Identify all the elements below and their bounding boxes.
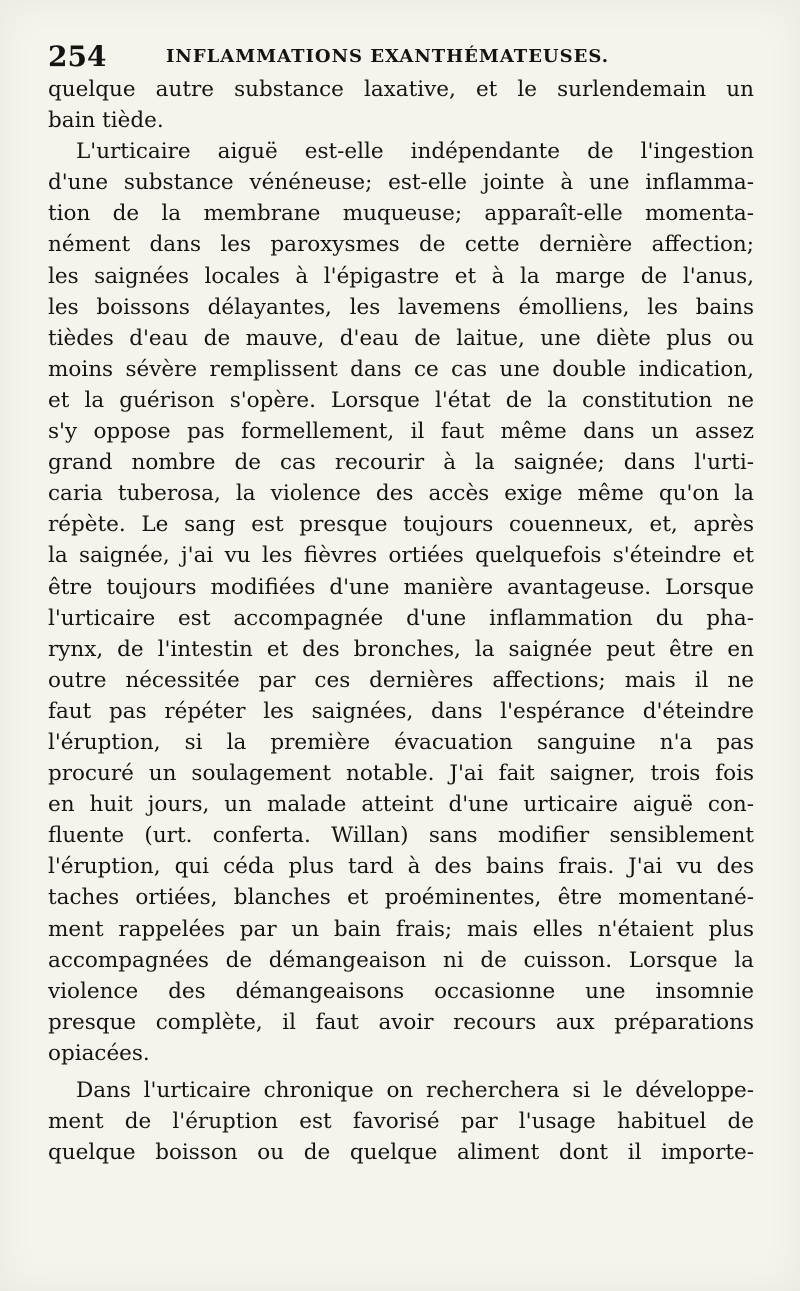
text-line: opiacées. <box>48 1040 150 1066</box>
text-line: nément dans les paroxysmes de cette dernière affection; <box>48 232 754 258</box>
text-line: violence des démangeaisons occasionne une insomnie <box>48 978 754 1004</box>
text-line: rynx, de l'intestin et des bronches, la saignée peut être en <box>48 636 754 662</box>
text-line: caria tuberosa, la violence des accès exige même qu'on la <box>48 481 754 507</box>
text-line: l'éruption, qui céda plus tard à des bains frais. J'ai vu des <box>48 854 754 880</box>
text-line: presque complète, il faut avoir recours aux préparations <box>48 1009 754 1035</box>
text-line: d'une substance vénéneuse; est-elle jointe à une inflamma- <box>48 170 754 196</box>
text-line: taches ortiées, blanches et proéminentes, être momentané- <box>48 885 754 911</box>
text-line: être toujours modifiées d'une manière avantageuse. Lorsque <box>48 574 754 600</box>
text-line: faut pas répéter les saignées, dans l'espérance d'éteindre <box>48 698 754 724</box>
text-line: grand nombre de cas recourir à la saignée; dans l'urti- <box>48 450 754 476</box>
text-line: L'urticaire aiguë est-elle indépendante de l'ingestion <box>76 139 754 165</box>
text-line: tion de la membrane muqueuse; apparaît-elle momenta- <box>48 201 754 227</box>
text-line: les boissons délayantes, les lavemens émolliens, les bains <box>48 294 754 320</box>
text-line: l'éruption, si la première évacuation sanguine n'a pas <box>48 729 754 755</box>
text-line: ment rappelées par un bain frais; mais elles n'étaient plus <box>48 916 754 942</box>
text-line: Dans l'urticaire chronique on recherchera si le développe- <box>76 1078 754 1103</box>
text-line: l'urticaire est accompagnée d'une inflammation du pha- <box>48 605 754 631</box>
text-line: et la guérison s'opère. Lorsque l'état de la constitution ne <box>48 387 754 413</box>
text-line: répète. Le sang est presque toujours couenneux, et, après <box>48 512 754 538</box>
body-text <box>48 74 754 1168</box>
text-line: en huit jours, un malade atteint d'une urticaire aiguë con- <box>48 792 754 818</box>
text-line: la saignée, j'ai vu les fièvres ortiées quelquefois s'éteindre et <box>48 543 754 569</box>
text-line: accompagnées de démangeaison ni de cuisson. Lorsque la <box>48 947 754 973</box>
text-line: fluente (urt. conferta. Willan) sans modifier sensiblement <box>48 823 754 849</box>
page-number: 254 <box>48 40 107 73</box>
text-line: bain tiède. <box>48 108 164 134</box>
text-line: les saignées locales à l'épigastre et à la marge de l'anus, <box>48 263 754 289</box>
running-title: INFLAMMATIONS EXANTHÉMATEUSES. <box>166 46 609 67</box>
text-line: tièdes d'eau de mauve, d'eau de laitue, une diète plus ou <box>48 325 754 351</box>
text-line: quelque boisson ou de quelque aliment dont il importe- <box>48 1140 754 1166</box>
text-line: ment de l'éruption est favorisé par l'usage habituel de <box>48 1109 754 1135</box>
text-line: moins sévère remplissent dans ce cas une double indication, <box>48 356 754 382</box>
text-line: s'y oppose pas formellement, il faut même dans un assez <box>48 419 754 445</box>
text-line: procuré un soulagement notable. J'ai fait saigner, trois fois <box>48 761 754 787</box>
text-line: quelque autre substance laxative, et le surlendemain un <box>48 77 754 102</box>
text-line: outre nécessitée par ces dernières affections; mais il ne <box>48 667 754 693</box>
page-header <box>48 36 758 76</box>
